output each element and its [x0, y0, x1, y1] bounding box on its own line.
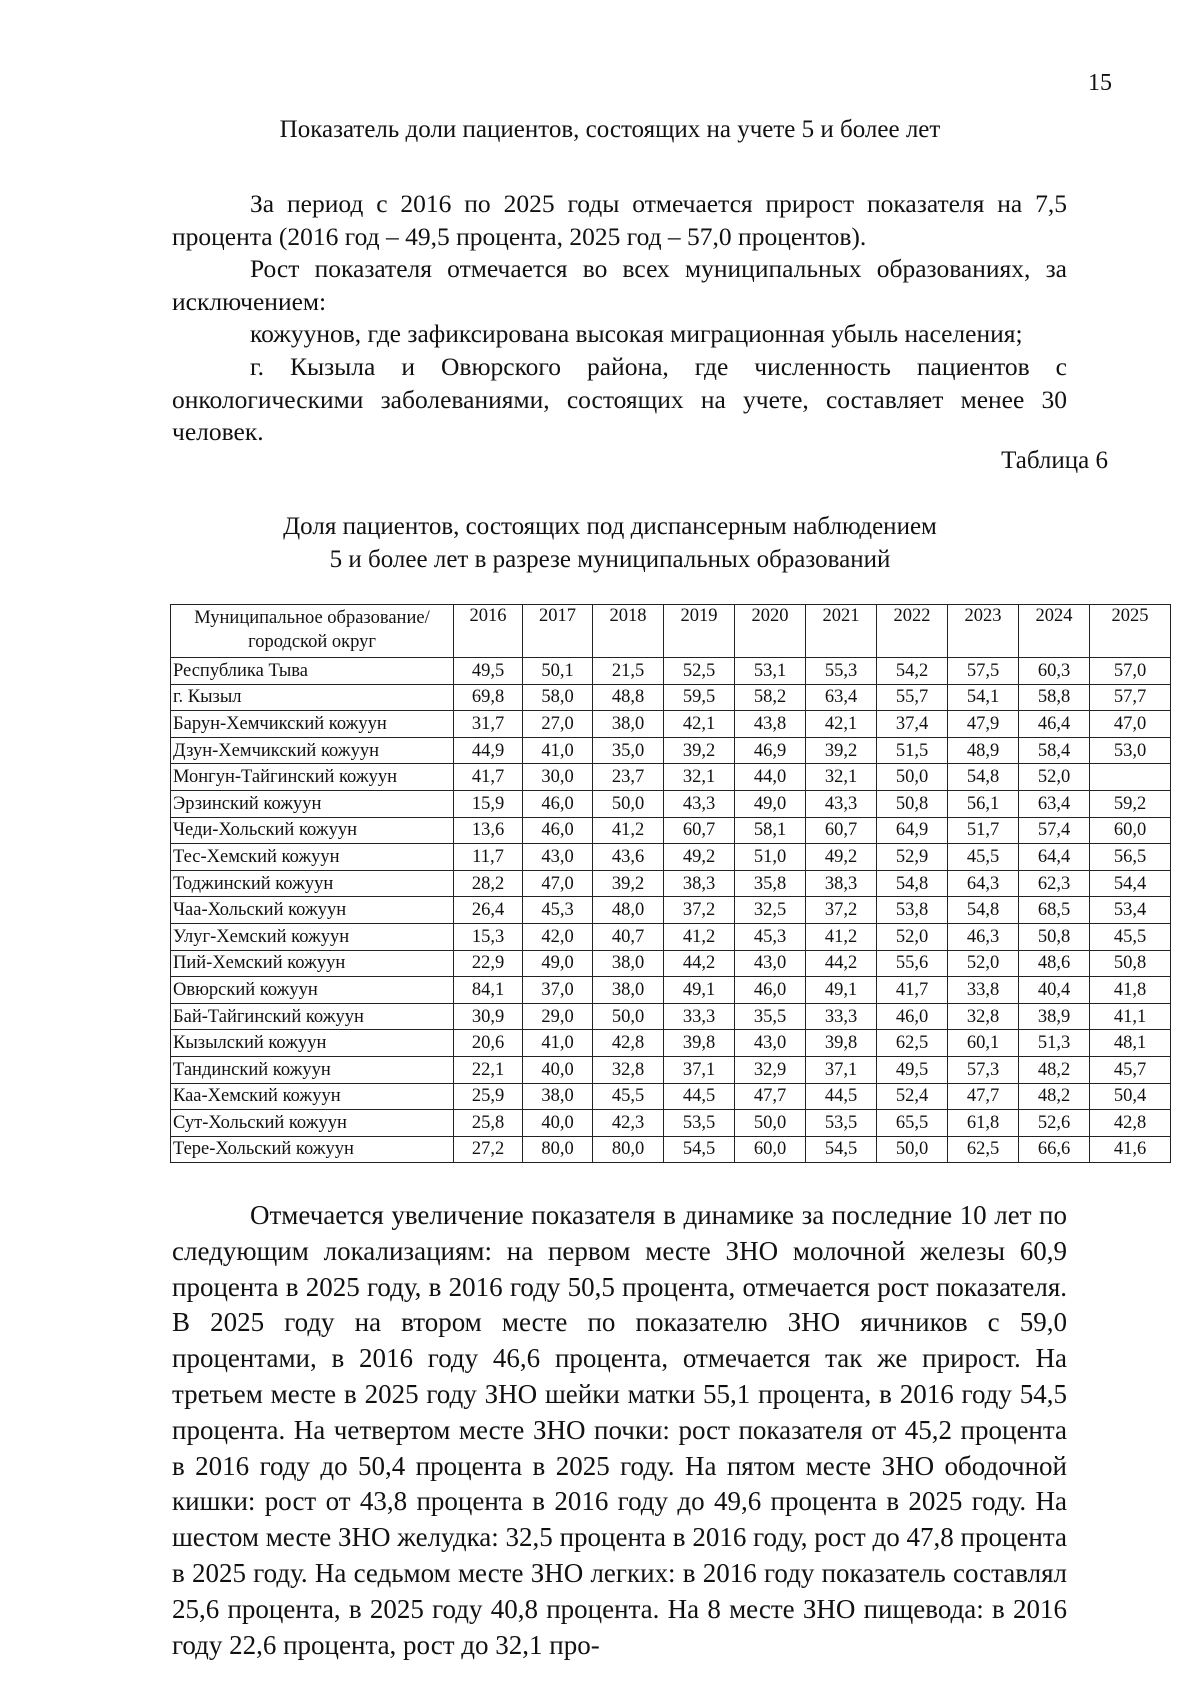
value-cell: 50,1 — [523, 658, 593, 685]
municipality-name: г. Кызыл — [171, 684, 454, 711]
value-cell: 64,4 — [1019, 844, 1090, 871]
value-cell: 60,3 — [1019, 658, 1090, 685]
value-cell: 62,5 — [948, 1136, 1019, 1163]
value-cell: 46,0 — [523, 790, 593, 817]
value-cell: 50,0 — [877, 764, 948, 791]
value-cell: 43,0 — [735, 1030, 806, 1057]
value-cell: 38,3 — [664, 870, 735, 897]
value-cell: 21,5 — [593, 658, 664, 685]
value-cell: 22,1 — [454, 1056, 523, 1083]
value-cell: 39,2 — [664, 737, 735, 764]
value-cell: 49,2 — [806, 844, 877, 871]
value-cell: 45,7 — [1090, 1056, 1171, 1083]
table-title-line-2: 5 и более лет в разрезе муниципальных образований — [329, 545, 891, 573]
value-cell: 50,0 — [593, 1003, 664, 1030]
value-cell: 33,3 — [806, 1003, 877, 1030]
value-cell: 47,7 — [735, 1083, 806, 1110]
municipality-name: Улуг-Хемский кожуун — [171, 923, 454, 950]
table-row — [171, 1030, 1171, 1057]
value-cell: 52,0 — [877, 923, 948, 950]
value-cell: 39,8 — [806, 1030, 877, 1057]
header-year: 2016 — [454, 605, 523, 658]
paragraph-growth: Рост показателя отмечается во всех муниципальных образованиях, за исключением: — [172, 254, 1067, 316]
value-cell: 50,0 — [877, 1136, 948, 1163]
municipality-name: Чаа-Хольский кожуун — [171, 897, 454, 924]
value-cell: 52,0 — [1019, 764, 1090, 791]
value-cell: 46,0 — [735, 977, 806, 1004]
value-cell: 55,6 — [877, 950, 948, 977]
paragraph-kyzyl: г. Кызыла и Овюрского района, где численность пациентов с онкологическими заболеваниями, состоящих на учете, составляет менее 30 человек. — [172, 352, 1067, 446]
value-cell: 15,9 — [454, 790, 523, 817]
table-row — [171, 737, 1171, 764]
header-year: 2019 — [664, 605, 735, 658]
value-cell: 53,0 — [1090, 737, 1171, 764]
value-cell: 33,8 — [948, 977, 1019, 1004]
header-year: 2020 — [735, 605, 806, 658]
value-cell: 40,7 — [593, 923, 664, 950]
value-cell: 49,5 — [454, 658, 523, 685]
value-cell: 52,0 — [948, 950, 1019, 977]
value-cell: 33,3 — [664, 1003, 735, 1030]
value-cell: 44,5 — [664, 1083, 735, 1110]
value-cell: 44,2 — [664, 950, 735, 977]
value-cell: 42,1 — [664, 711, 735, 738]
value-cell: 25,9 — [454, 1083, 523, 1110]
municipality-name: Каа-Хемский кожуун — [171, 1083, 454, 1110]
value-cell: 58,1 — [735, 817, 806, 844]
table-row — [171, 790, 1171, 817]
value-cell: 53,4 — [1090, 897, 1171, 924]
value-cell: 48,2 — [1019, 1083, 1090, 1110]
value-cell: 69,8 — [454, 684, 523, 711]
section-heading: Показатель доли пациентов, состоящих на учете 5 и более лет — [279, 116, 941, 143]
value-cell: 48,9 — [948, 737, 1019, 764]
municipality-name: Овюрский кожуун — [171, 977, 454, 1004]
value-cell: 55,3 — [806, 658, 877, 685]
value-cell: 43,3 — [664, 790, 735, 817]
table-header-row — [171, 605, 1171, 658]
value-cell: 40,4 — [1019, 977, 1090, 1004]
value-cell: 57,7 — [1090, 684, 1171, 711]
value-cell: 48,0 — [593, 897, 664, 924]
value-cell: 55,7 — [877, 684, 948, 711]
value-cell: 48,2 — [1019, 1056, 1090, 1083]
value-cell: 49,2 — [664, 844, 735, 871]
value-cell: 48,8 — [593, 684, 664, 711]
value-cell: 44,2 — [806, 950, 877, 977]
value-cell: 42,0 — [523, 923, 593, 950]
value-cell: 47,7 — [948, 1083, 1019, 1110]
value-cell: 37,2 — [806, 897, 877, 924]
value-cell: 53,8 — [877, 897, 948, 924]
municipality-name: Сут-Хольский кожуун — [171, 1110, 454, 1137]
value-cell: 30,9 — [454, 1003, 523, 1030]
value-cell: 57,4 — [1019, 817, 1090, 844]
value-cell: 52,6 — [1019, 1110, 1090, 1137]
value-cell: 68,5 — [1019, 897, 1090, 924]
value-cell: 23,7 — [593, 764, 664, 791]
value-cell: 54,8 — [948, 764, 1019, 791]
header-year: 2018 — [593, 605, 664, 658]
municipality-name: Пий-Хемский кожуун — [171, 950, 454, 977]
value-cell: 32,5 — [735, 897, 806, 924]
value-cell: 25,8 — [454, 1110, 523, 1137]
value-cell: 54,5 — [664, 1136, 735, 1163]
table-row — [171, 897, 1171, 924]
municipality-name: Тере-Хольский кожуун — [171, 1136, 454, 1163]
value-cell: 56,1 — [948, 790, 1019, 817]
municipality-name: Эрзинский кожуун — [171, 790, 454, 817]
value-cell: 47,0 — [1090, 711, 1171, 738]
table-row — [171, 870, 1171, 897]
value-cell: 64,9 — [877, 817, 948, 844]
value-cell: 27,2 — [454, 1136, 523, 1163]
value-cell: 42,8 — [593, 1030, 664, 1057]
value-cell: 57,3 — [948, 1056, 1019, 1083]
value-cell: 80,0 — [523, 1136, 593, 1163]
value-cell: 15,3 — [454, 923, 523, 950]
value-cell: 51,5 — [877, 737, 948, 764]
municipality-name: Республика Тыва — [171, 658, 454, 685]
value-cell: 48,6 — [1019, 950, 1090, 977]
value-cell: 52,5 — [664, 658, 735, 685]
table-title-line-1: Доля пациентов, состоящих под диспансерным наблюдением — [283, 513, 937, 540]
value-cell: 45,3 — [523, 897, 593, 924]
value-cell: 49,1 — [664, 977, 735, 1004]
value-cell: 41,2 — [664, 923, 735, 950]
value-cell: 49,0 — [735, 790, 806, 817]
value-cell: 54,8 — [877, 870, 948, 897]
table-label: Таблица 6 — [1001, 447, 1108, 474]
value-cell: 43,6 — [593, 844, 664, 871]
value-cell: 50,0 — [593, 790, 664, 817]
value-cell: 38,0 — [593, 711, 664, 738]
table-row — [171, 1110, 1171, 1137]
value-cell: 60,0 — [735, 1136, 806, 1163]
value-cell: 58,8 — [1019, 684, 1090, 711]
value-cell: 52,4 — [877, 1083, 948, 1110]
table-body — [171, 658, 1171, 1163]
value-cell: 38,0 — [593, 950, 664, 977]
value-cell: 44,0 — [735, 764, 806, 791]
value-cell: 48,1 — [1090, 1030, 1171, 1057]
value-cell: 56,5 — [1090, 844, 1171, 871]
value-cell: 39,2 — [806, 737, 877, 764]
value-cell: 45,5 — [1090, 923, 1171, 950]
value-cell: 35,0 — [593, 737, 664, 764]
value-cell: 63,4 — [806, 684, 877, 711]
value-cell: 43,3 — [806, 790, 877, 817]
value-cell: 41,6 — [1090, 1136, 1171, 1163]
value-cell: 38,9 — [1019, 1003, 1090, 1030]
value-cell: 27,0 — [523, 711, 593, 738]
value-cell: 40,0 — [523, 1056, 593, 1083]
value-cell: 50,8 — [1019, 923, 1090, 950]
value-cell: 44,5 — [806, 1083, 877, 1110]
value-cell: 29,0 — [523, 1003, 593, 1030]
value-cell: 44,9 — [454, 737, 523, 764]
value-cell: 45,5 — [593, 1083, 664, 1110]
value-cell: 57,5 — [948, 658, 1019, 685]
value-cell: 60,0 — [1090, 817, 1171, 844]
value-cell: 50,4 — [1090, 1083, 1171, 1110]
value-cell: 43,8 — [735, 711, 806, 738]
value-cell: 60,7 — [806, 817, 877, 844]
value-cell: 41,7 — [877, 977, 948, 1004]
value-cell: 60,1 — [948, 1030, 1019, 1057]
header-year: 2021 — [806, 605, 877, 658]
value-cell: 37,4 — [877, 711, 948, 738]
value-cell: 31,7 — [454, 711, 523, 738]
value-cell: 49,0 — [523, 950, 593, 977]
value-cell: 57,0 — [1090, 658, 1171, 685]
municipality-name: Монгун-Тайгинский кожуун — [171, 764, 454, 791]
value-cell: 45,5 — [948, 844, 1019, 871]
value-cell: 41,2 — [806, 923, 877, 950]
header-year: 2022 — [877, 605, 948, 658]
value-cell: 39,8 — [664, 1030, 735, 1057]
municipality-name: Тоджинский кожуун — [171, 870, 454, 897]
municipality-name: Дзун-Хемчикский кожуун — [171, 737, 454, 764]
value-cell: 42,8 — [1090, 1110, 1171, 1137]
value-cell: 50,8 — [877, 790, 948, 817]
value-cell: 32,1 — [806, 764, 877, 791]
municipality-name: Барун-Хемчикский кожуун — [171, 711, 454, 738]
paragraph-localizations: Отмечается увеличение показателя в динамике за последние 10 лет по следующим локализациям: на первом месте ЗНО молочной железы 60,9 процента в 2025 году, в 2016 году 50,5 процента, отмечается рост показателя. В 2025 году на втором месте по показателю ЗНО яичников с 59,0 процентами, в 2016 году 46,6 процента, отмечается так же прирост. На третьем месте в 2025 году ЗНО шейки матки 55,1 процента, в 2016 году 54,5 процента. На четвертом месте ЗНО почки: рост показателя от 45,2 процента в 2016 году до 50,4 процента в 2025 году. На пятом месте ЗНО ободочной кишки: рост от 43,8 процента в 2016 году до 49,6 процента в 2025 году. На шестом месте ЗНО желудка: 32,5 процента в 2016 году, рост до 47,8 процента в 2025 году. На седьмом месте ЗНО легких: в 2016 году показатель составлял 25,6 процента, в 2025 году 40,8 процента. На 8 месте ЗНО пищевода: в 2016 году 22,6 процента, рост до 32,1 про- — [172, 1200, 1067, 1660]
value-cell: 46,3 — [948, 923, 1019, 950]
value-cell: 41,0 — [523, 1030, 593, 1057]
value-cell: 61,8 — [948, 1110, 1019, 1137]
header-year: 2024 — [1019, 605, 1090, 658]
value-cell: 59,2 — [1090, 790, 1171, 817]
value-cell: 50,0 — [735, 1110, 806, 1137]
value-cell: 51,3 — [1019, 1030, 1090, 1057]
value-cell: 54,2 — [877, 658, 948, 685]
page-number: 15 — [1088, 70, 1112, 96]
value-cell: 37,0 — [523, 977, 593, 1004]
value-cell: 58,2 — [735, 684, 806, 711]
value-cell — [1090, 764, 1171, 791]
header-municipality: Муниципальное образование/ городской округ — [171, 605, 454, 658]
value-cell: 41,0 — [523, 737, 593, 764]
data-table — [170, 604, 1171, 1163]
value-cell: 54,4 — [1090, 870, 1171, 897]
value-cell: 42,1 — [806, 711, 877, 738]
table-row — [171, 684, 1171, 711]
value-cell: 28,2 — [454, 870, 523, 897]
value-cell: 46,0 — [523, 817, 593, 844]
value-cell: 37,1 — [664, 1056, 735, 1083]
value-cell: 65,5 — [877, 1110, 948, 1137]
table-row — [171, 1003, 1171, 1030]
value-cell: 58,4 — [1019, 737, 1090, 764]
value-cell: 35,8 — [735, 870, 806, 897]
value-cell: 62,5 — [877, 1030, 948, 1057]
value-cell: 13,6 — [454, 817, 523, 844]
value-cell: 32,8 — [593, 1056, 664, 1083]
value-cell: 38,3 — [806, 870, 877, 897]
value-cell: 30,0 — [523, 764, 593, 791]
value-cell: 49,5 — [877, 1056, 948, 1083]
value-cell: 47,9 — [948, 711, 1019, 738]
value-cell: 37,1 — [806, 1056, 877, 1083]
paragraph-kozhuuns: кожуунов, где зафиксирована высокая миграционная убыль населения; — [250, 319, 1023, 348]
value-cell: 32,9 — [735, 1056, 806, 1083]
header-year: 2025 — [1090, 605, 1171, 658]
table-row — [171, 1136, 1171, 1163]
value-cell: 42,3 — [593, 1110, 664, 1137]
value-cell: 51,0 — [735, 844, 806, 871]
value-cell: 46,0 — [877, 1003, 948, 1030]
municipality-name: Тес-Хемский кожуун — [171, 844, 454, 871]
value-cell: 32,8 — [948, 1003, 1019, 1030]
value-cell: 60,7 — [664, 817, 735, 844]
value-cell: 26,4 — [454, 897, 523, 924]
value-cell: 43,0 — [735, 950, 806, 977]
table-row — [171, 923, 1171, 950]
value-cell: 63,4 — [1019, 790, 1090, 817]
table-title — [170, 511, 1050, 576]
value-cell: 52,9 — [877, 844, 948, 871]
value-cell: 41,7 — [454, 764, 523, 791]
municipality-name: Чеди-Хольский кожуун — [171, 817, 454, 844]
value-cell: 80,0 — [593, 1136, 664, 1163]
value-cell: 32,1 — [664, 764, 735, 791]
value-cell: 22,9 — [454, 950, 523, 977]
value-cell: 62,3 — [1019, 870, 1090, 897]
value-cell: 54,1 — [948, 684, 1019, 711]
table-row — [171, 711, 1171, 738]
value-cell: 20,6 — [454, 1030, 523, 1057]
table-row — [171, 977, 1171, 1004]
value-cell: 43,0 — [523, 844, 593, 871]
value-cell: 53,1 — [735, 658, 806, 685]
value-cell: 35,5 — [735, 1003, 806, 1030]
value-cell: 64,3 — [948, 870, 1019, 897]
value-cell: 66,6 — [1019, 1136, 1090, 1163]
value-cell: 46,9 — [735, 737, 806, 764]
header-year: 2017 — [523, 605, 593, 658]
value-cell: 41,1 — [1090, 1003, 1171, 1030]
value-cell: 53,5 — [806, 1110, 877, 1137]
paragraph-period: За период с 2016 по 2025 годы отмечается прирост показателя на 7,5 процента (2016 год – 49,5 процента, 2025 год – 57,0 процентов). — [172, 189, 1067, 251]
table-row — [171, 1056, 1171, 1083]
value-cell: 41,2 — [593, 817, 664, 844]
value-cell: 45,3 — [735, 923, 806, 950]
municipality-name: Тандинский кожуун — [171, 1056, 454, 1083]
value-cell: 53,5 — [664, 1110, 735, 1137]
table-row — [171, 764, 1171, 791]
table-row — [171, 844, 1171, 871]
value-cell: 47,0 — [523, 870, 593, 897]
municipality-name: Бай-Тайгинский кожуун — [171, 1003, 454, 1030]
value-cell: 40,0 — [523, 1110, 593, 1137]
table-row — [171, 658, 1171, 685]
header-year: 2023 — [948, 605, 1019, 658]
value-cell: 84,1 — [454, 977, 523, 1004]
value-cell: 51,7 — [948, 817, 1019, 844]
table-row — [171, 1083, 1171, 1110]
table-row — [171, 817, 1171, 844]
value-cell: 41,8 — [1090, 977, 1171, 1004]
value-cell: 11,7 — [454, 844, 523, 871]
value-cell: 37,2 — [664, 897, 735, 924]
municipality-name: Кызылский кожуун — [171, 1030, 454, 1057]
value-cell: 38,0 — [523, 1083, 593, 1110]
value-cell: 50,8 — [1090, 950, 1171, 977]
value-cell: 59,5 — [664, 684, 735, 711]
value-cell: 54,8 — [948, 897, 1019, 924]
value-cell: 39,2 — [593, 870, 664, 897]
value-cell: 46,4 — [1019, 711, 1090, 738]
value-cell: 58,0 — [523, 684, 593, 711]
table-row — [171, 950, 1171, 977]
value-cell: 54,5 — [806, 1136, 877, 1163]
value-cell: 38,0 — [593, 977, 664, 1004]
value-cell: 49,1 — [806, 977, 877, 1004]
